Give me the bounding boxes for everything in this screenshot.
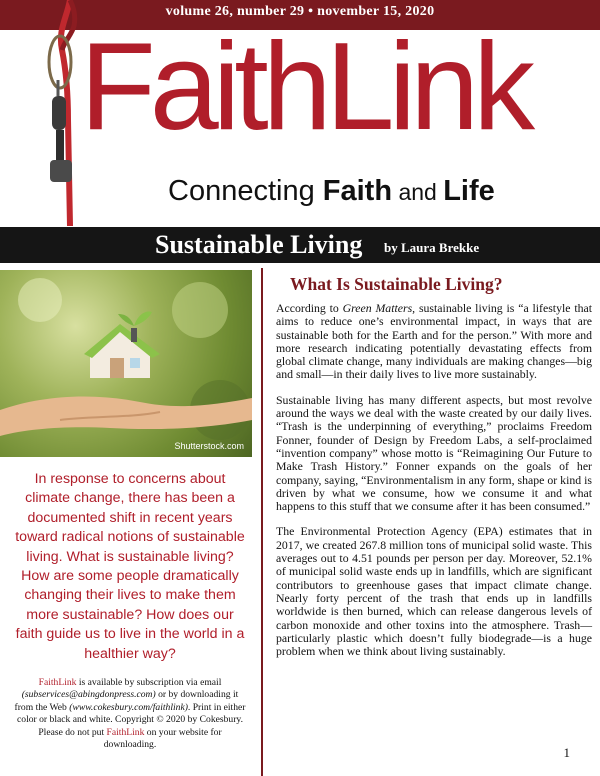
article-paragraph-3: The Environmental Protection Agency (EPA) estimates that in 2017, we created 267.8 million tons of municipal solid waste. This averages out to 4.51 pounds per person per day. Moreover, 52.1% of municipal solid waste ends up in landfills, which are significant contributors to greenhouse gases that impact climate change. Nearly forty percent of the trash that ends up in landfills worldwide is then burned, which can release dangerous levels of carbon monoxide and other toxins into the atmosphere. Trash—particularly plastic which doesn’t fully biodegrade—is a huge problem when we think about living sustainably.: [276, 524, 592, 659]
tagline-faith: Faith: [322, 175, 393, 207]
volume-line: volume 26, number 29 • november 15, 2020: [165, 4, 435, 19]
article-paragraph-2: Sustainable living has many different aspects, but most revolve around the ways we deal with the waste created by our daily lives. “Trash is the underpinning of everything,” proclaims Freedom Fonner, founder of Design by Freedom Labs, a self-proclaimed “invention company” whose motto is “Reimagining Our Future to Make Trash History.” Fonner expands on the goals of her company, saying, “Environmentalism in any form, shape or kind is driven by what we consume, how we consume it and what happens to this stuff that we consume after it has been consumed.”: [276, 392, 592, 514]
sub-text-3: . Print in either color or black and white. Copyright © 2020 by Cokesbury. Please do not put: [17, 701, 246, 738]
page-number: 1: [563, 745, 570, 760]
brand-name-2: FaithLink: [106, 726, 145, 738]
issue-title: Sustainable Living: [155, 230, 363, 259]
tagline-and: and: [392, 179, 444, 205]
intro-text: In response to concerns about climate change, there has been a documented shift in recent years toward radical notions of sustainable living. What is sustainable living? How are some people dramatically changing their lives to make them more sustainable? How does our faith guide us to live in the world in a healthier way?: [15, 471, 245, 662]
title-bar: [0, 227, 600, 263]
tagline-life: Life: [443, 175, 495, 207]
p1-body: sustainable living is “a lifestyle that aims to reduce one’s environmental impact, in ways that are sustainable both for the Earth and for the person.” With more and more research indicating potentially devastating effects from global climate change, many individuals are making changes—big and small—in their daily lives to live more sustainably.: [276, 301, 593, 382]
p1-source: Green Matters,: [342, 301, 416, 315]
article-heading: What Is Sustainable Living?: [290, 274, 503, 294]
subscription-note: [14, 677, 246, 751]
sub-email: (subservices@abingdonpress.com): [21, 689, 156, 701]
tagline-connecting: Connecting: [168, 175, 323, 207]
hand-house-illustration: [0, 270, 252, 457]
cover-photo: [0, 270, 252, 457]
faithlink-logo: FaithLink: [80, 18, 530, 156]
sub-text-2: or by downloading it from the Web: [14, 689, 239, 713]
sub-text-1: is available by subscription via email: [76, 677, 222, 688]
photo-credit: Shutterstock.com: [174, 441, 244, 451]
column-divider: [261, 268, 263, 776]
rope-carabiner-illustration: [18, 0, 88, 226]
brand-name: FaithLink: [38, 677, 77, 688]
sub-text-4: on your website for downloading.: [103, 726, 222, 751]
p1-lead: According to: [276, 301, 343, 315]
sub-web: (www.cokesbury.com/faithlink): [69, 701, 188, 713]
article-paragraph-1: [276, 302, 592, 382]
byline: by Laura Brekke: [384, 240, 480, 255]
article-body: [276, 302, 592, 670]
masthead-tagline: [168, 175, 495, 208]
